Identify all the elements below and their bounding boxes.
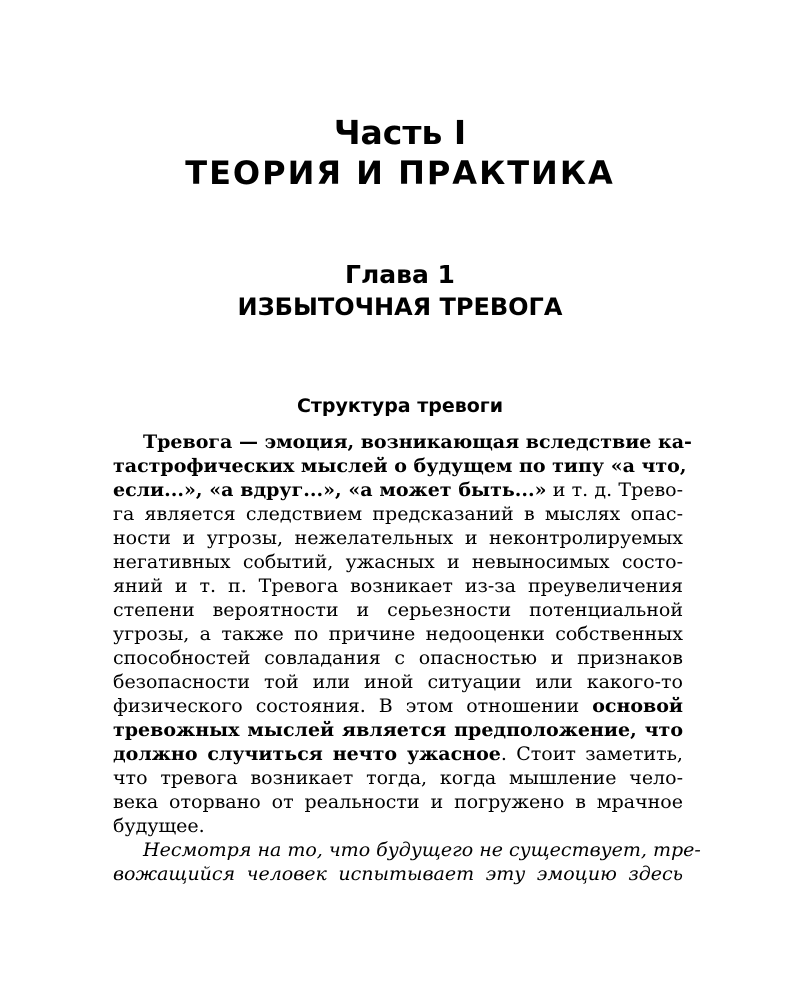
plain-text: что тревога возникает тогда, когда мышление чело- [113, 767, 683, 789]
plain-text: угрозы, а также по причине недооценки собственных [113, 623, 683, 645]
plain-text: будущее. [113, 815, 205, 837]
text-line [113, 526, 683, 550]
plain-text: безопасности той или иной ситуации или какого-то [113, 671, 683, 693]
text-line [113, 838, 701, 862]
part-label: Часть I [333, 113, 467, 152]
text-line [113, 766, 683, 790]
text-line [113, 694, 683, 718]
text-line [113, 742, 683, 766]
bold-text: должно случиться нечто ужасное [113, 743, 501, 765]
text-line [113, 790, 683, 814]
part-title: ТЕОРИЯ И ПРАКТИКА [185, 154, 615, 192]
text-line [113, 622, 683, 646]
text-line [113, 718, 683, 742]
text-line [113, 550, 683, 574]
plain-text: яний и т. п. Тревога возникает из-за преувеличения [113, 575, 683, 597]
text-line [113, 598, 683, 622]
plain-text: . Стоит заметить, [500, 743, 683, 765]
bold-text: если...», «а вдруг...», «а может быть...» [113, 479, 547, 501]
text-line [113, 454, 687, 478]
text-line [113, 814, 683, 838]
text-line [113, 478, 683, 502]
text-line [113, 646, 683, 670]
text-line [113, 430, 692, 454]
plain-text: способностей совладания с опасностью и признаков [113, 647, 683, 669]
italic-text: вожащийся человек испытывает эту эмоцию здесь [113, 863, 683, 885]
italic-text: Несмотря на то, что будущего не существует, тре- [143, 839, 701, 861]
text-line [113, 670, 683, 694]
plain-text: и т. д. Трево- [546, 479, 684, 501]
text-line [113, 862, 683, 886]
body-text [113, 430, 701, 886]
plain-text: га является следствием предсказаний в мыслях опас- [113, 503, 683, 525]
bold-text: Тревога — эмоция, возникающая вследствие ка- [143, 431, 692, 453]
plain-text: века оторвано от реальности и погружено в мрачное [113, 791, 683, 813]
plain-text: физического состояния. В этом отношении [113, 695, 593, 717]
bold-text: тастрофических мыслей о будущем по типу «а что, [113, 455, 687, 477]
plain-text: степени вероятности и серьезности потенциальной [113, 599, 683, 621]
text-line [113, 502, 683, 526]
chapter-label: Глава 1 [345, 260, 455, 289]
text-line [113, 574, 683, 598]
section-title: Структура тревоги [296, 395, 504, 417]
bold-text: тревожных мыслей является предположение, что [113, 719, 683, 741]
bold-text: основой [592, 695, 683, 717]
plain-text: негативных событий, ужасных и невыносимых состо- [113, 551, 683, 573]
chapter-title: ИЗБЫТОЧНАЯ ТРЕВОГА [237, 293, 563, 321]
plain-text: ности и угрозы, нежелательных и неконтролируемых [113, 527, 683, 549]
